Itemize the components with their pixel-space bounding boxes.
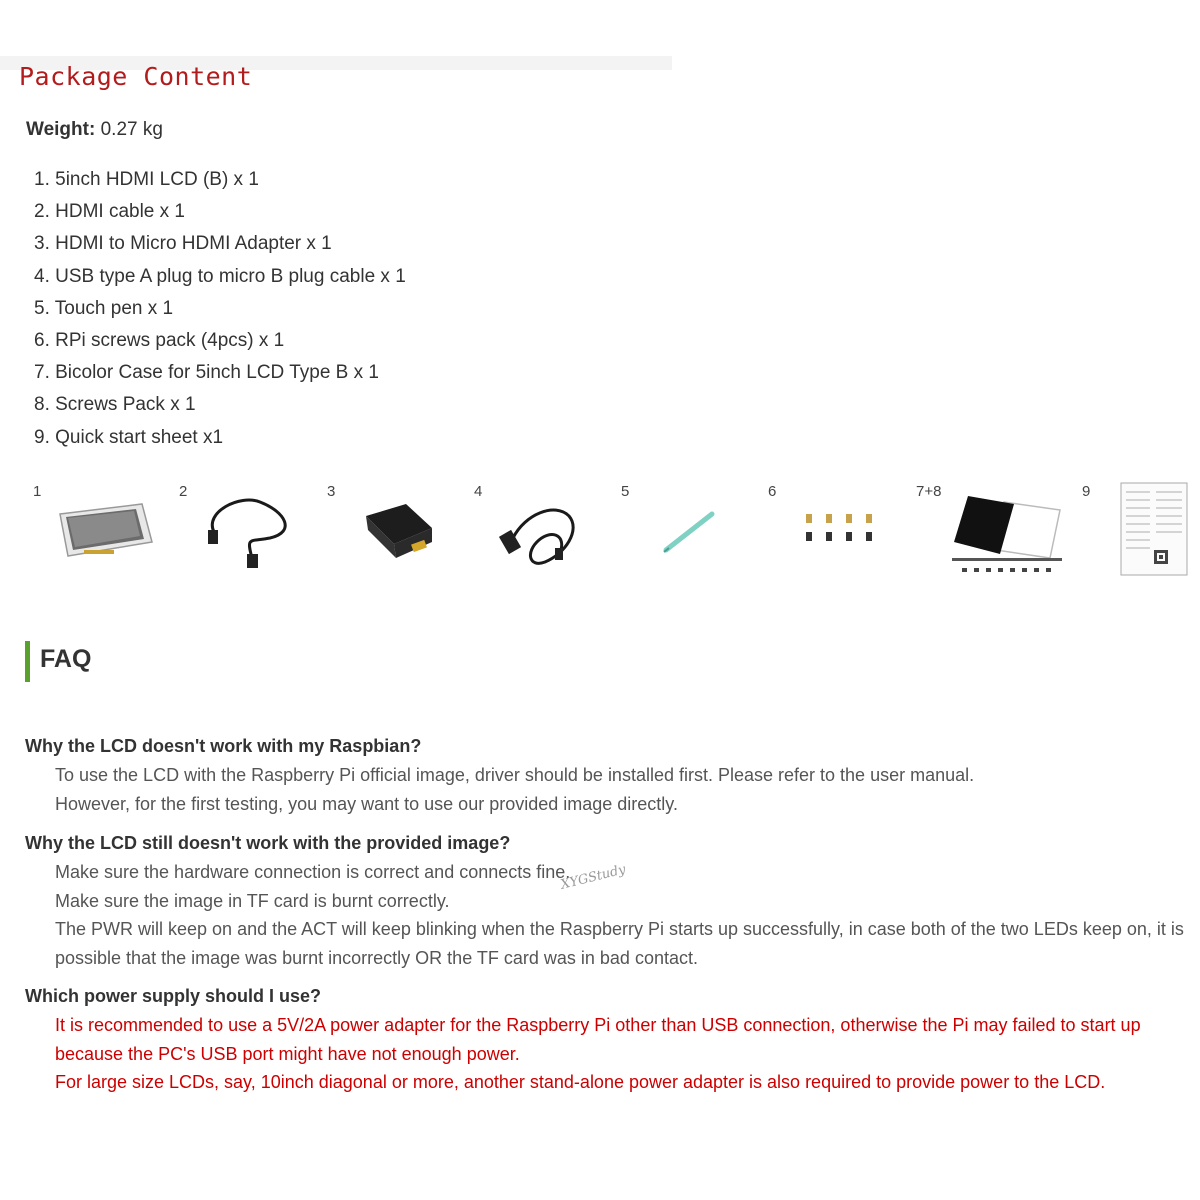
weight-line (26, 119, 163, 141)
list-item: 2. HDMI cable x 1 (34, 201, 185, 223)
list-item: 4. USB type A plug to micro B plug cable x 1 (34, 265, 406, 287)
thumbnail-number: 4 (474, 483, 483, 500)
weight-value: 0.27 kg (100, 119, 163, 140)
thumbnail-number: 3 (327, 483, 336, 500)
hdmi-adapter-icon (360, 498, 440, 568)
thumbnail-number: 6 (768, 483, 777, 500)
thumbnail-number: 5 (621, 483, 630, 500)
hdmi-cable-icon (200, 492, 300, 572)
thumbnail-number: 9 (1082, 483, 1091, 500)
weight-label: Weight: (26, 119, 96, 140)
bicolor-case-icon (948, 492, 1068, 582)
quick-start-sheet-icon (1120, 482, 1188, 576)
list-item: 9. Quick start sheet x1 (34, 426, 224, 448)
list-item: 6. RPi screws pack (4pcs) x 1 (34, 329, 285, 351)
faq-answer-line: Make sure the image in TF card is burnt correctly. (55, 890, 450, 911)
list-item: 7. Bicolor Case for 5inch LCD Type B x 1 (34, 362, 379, 384)
faq-answer-line: To use the LCD with the Raspberry Pi official image, driver should be installed first. Please refer to the user manual. (55, 765, 975, 785)
thumbnail-number: 7+8 (916, 483, 942, 500)
package-items-list (34, 164, 406, 454)
faq-answer-line: For large size LCDs, say, 10inch diagonal or more, another stand-alone power adapter is also required to provide power to the LCD. (55, 1072, 1106, 1092)
list-item: 3. HDMI to Micro HDMI Adapter x 1 (34, 233, 332, 255)
touch-pen-icon (660, 508, 720, 558)
faq-answer-line: However, for the first testing, you may want to use our provided image directly. (55, 793, 678, 814)
usb-cable-icon (495, 494, 585, 574)
list-item: 5. Touch pen x 1 (34, 297, 174, 319)
package-thumbnails (0, 478, 1200, 583)
faq-answer-line: It is recommended to use a 5V/2A power adapter for the Raspberry Pi other than USB connection, otherwise the Pi may failed to start up because the PC's USB port might have not enough power. (55, 1015, 1141, 1064)
faq-answer-line: Make sure the hardware connection is correct and connects fine. (55, 862, 571, 882)
faq-question: Why the LCD still doesn't work with the provided image? (25, 833, 511, 853)
list-item: 1. 5inch HDMI LCD (B) x 1 (34, 169, 259, 190)
watermark: XYGStudy (559, 862, 628, 893)
list-item: 8. Screws Pack x 1 (34, 394, 196, 416)
thumbnail-number: 2 (179, 483, 188, 500)
faq-question: Which power supply should I use? (25, 986, 322, 1006)
screws-pack-icon (800, 510, 880, 550)
faq-accent-bar (25, 641, 30, 682)
lcd-screen-icon (56, 500, 156, 560)
faq-answer-line: The PWR will keep on and the ACT will keep blinking when the Raspberry Pi starts up successfully, in case both of the two LEDs keep on, it is possible that the image was burnt incorrectly OR the TF card was in bad contact. (55, 919, 1184, 968)
faq-title: FAQ (40, 645, 92, 673)
faq-question: Why the LCD doesn't work with my Raspbian? (25, 736, 422, 756)
package-content-title: Package Content (19, 62, 253, 91)
thumbnail-number: 1 (33, 483, 42, 500)
